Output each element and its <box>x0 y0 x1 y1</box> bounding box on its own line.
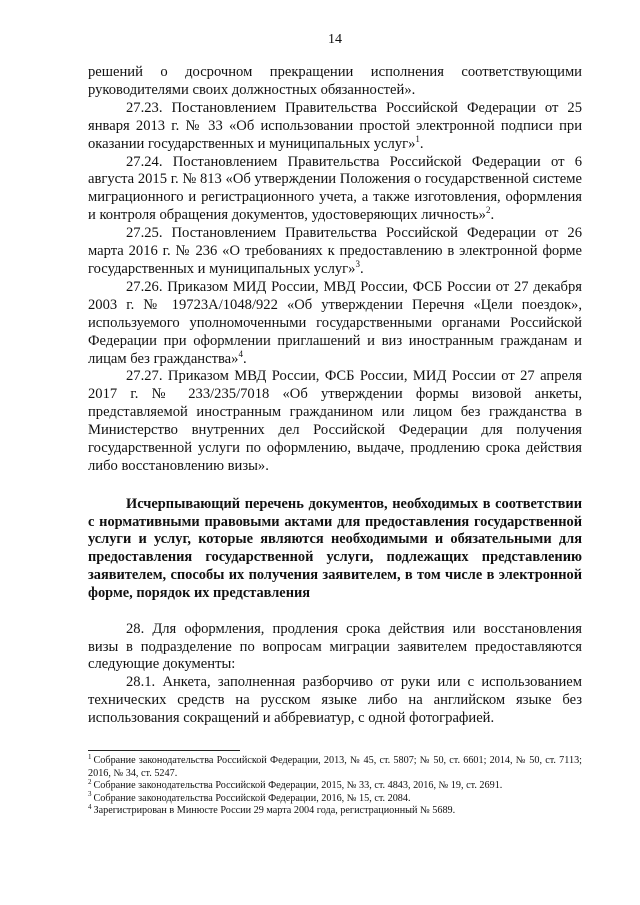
item-number: 27.24. <box>126 153 163 170</box>
item-tail: . <box>490 207 495 224</box>
footnote-mark: 2 <box>88 777 92 786</box>
footnote-ref: 3 <box>355 259 360 270</box>
footnote-mark: 4 <box>88 803 92 812</box>
item-number: 27.27. <box>126 368 163 385</box>
footnote-text: Собрание законодательства Российской Федерации, 2013, № 45, ст. 5807; № 50, ст. 6601; 2014, № 50, ст. 7113; 2016, № 34, ст. 5247. <box>88 755 582 779</box>
paragraph-28: 28. Для оформления, продления срока действия или восстановления визы в подразделение по вопросам миграции заявителем предоставляются следующие документы: <box>88 620 582 673</box>
item-tail: . <box>242 350 247 367</box>
footnote-mark: 3 <box>88 790 92 799</box>
continuation-paragraph: решений о досрочном прекращении исполнения соответствующими руководителями своих должностных обязанностей». <box>88 64 582 98</box>
footnote-ref: 1 <box>415 133 420 144</box>
footnote-4 <box>88 805 582 818</box>
document-body <box>88 64 582 728</box>
footnote-text: Собрание законодательства Российской Федерации, 2016, № 15, ст. 2084. <box>93 792 411 804</box>
item-tail: . <box>359 260 364 277</box>
item-number: 27.25. <box>126 225 163 242</box>
footnote-ref: 2 <box>485 205 491 216</box>
footnote-text: Зарегистрирован в Минюсте России 29 марта 2004 года, регистрационный № 5689. <box>93 805 456 817</box>
item-27-25 <box>88 225 582 279</box>
item-number: 27.23. <box>126 99 163 116</box>
item-27-24 <box>88 154 582 226</box>
item-text: Приказом МИД России, МВД России, ФСБ России от 27 декабря 2003 г. № 19723А/1048/922 «Об утверждении Перечня «Цели поездок», используемого уполномоченными государственными органами Российской Федерации при оформлении приглашений и виз иностранным гражданам и лицам без гражданства» <box>88 278 582 367</box>
item-text: Приказом МВД России, ФСБ России, МИД России от 27 апреля 2017 г. № 233/235/7018 «Об утверждении формы визовой анкеты, представляемой иностранным гражданином или лицом без гражданства в Министерство внутренних дел Российской Федерации для получения государственной услуги по оформлению, выдаче, продлению срока действия либо восстановлению визы». <box>88 368 582 474</box>
item-tail: . <box>419 135 424 152</box>
item-27-23 <box>88 100 582 154</box>
item-text: Постановлением Правительства Российской Федерации от 26 марта 2016 г. № 236 «О требованиях к предоставлению в электронной форме государственных и муниципальных услуг» <box>88 225 582 277</box>
paragraph-28-1: 28.1. Анкета, заполненная разборчиво от руки или с использованием технических средств на русском языке либо на английском языке без использования сокращений и аббревиатур, с одной фотографией. <box>88 674 582 727</box>
footnote-ref: 4 <box>238 348 243 359</box>
footnote-divider <box>88 750 240 751</box>
item-27-26 <box>88 279 582 369</box>
page-number: 14 <box>328 32 342 47</box>
item-number: 27.26. <box>126 278 163 295</box>
footnote-mark: 1 <box>88 752 92 761</box>
footnote-3 <box>88 790 582 806</box>
item-27-27 <box>88 368 582 475</box>
section-heading <box>88 496 582 603</box>
section-heading-text: Исчерпывающий перечень документов, необходимых в соответствии с нормативными правовыми актами для предоставления государственной услуги и услуг, которые являются необходимыми и обязательными для предоставления государственной услуги, подлежащих представлению заявителем, способы их получения заявителем, в том числе в электронной форме, порядок их представления <box>88 495 582 601</box>
footnotes <box>88 750 582 818</box>
footnote-text: Собрание законодательства Российской Федерации, 2015, № 33, ст. 4843, 2016, № 19, ст. 2691. <box>93 780 503 792</box>
item-text: Постановлением Правительства Российской Федерации от 6 августа 2015 г. № 813 «Об утверждении Положения о государственной системе миграционного и регистрационного учета, а также изготовления, оформления и контроля обращения документов, удостоверяющих личность» <box>88 153 582 224</box>
item-text: Постановлением Правительства Российской Федерации от 25 января 2013 г. № 33 «Об использовании простой электронной подписи при оказании государственных и муниципальных услуг» <box>88 99 582 152</box>
footnote-1 <box>88 752 582 780</box>
footnote-2 <box>88 777 582 793</box>
